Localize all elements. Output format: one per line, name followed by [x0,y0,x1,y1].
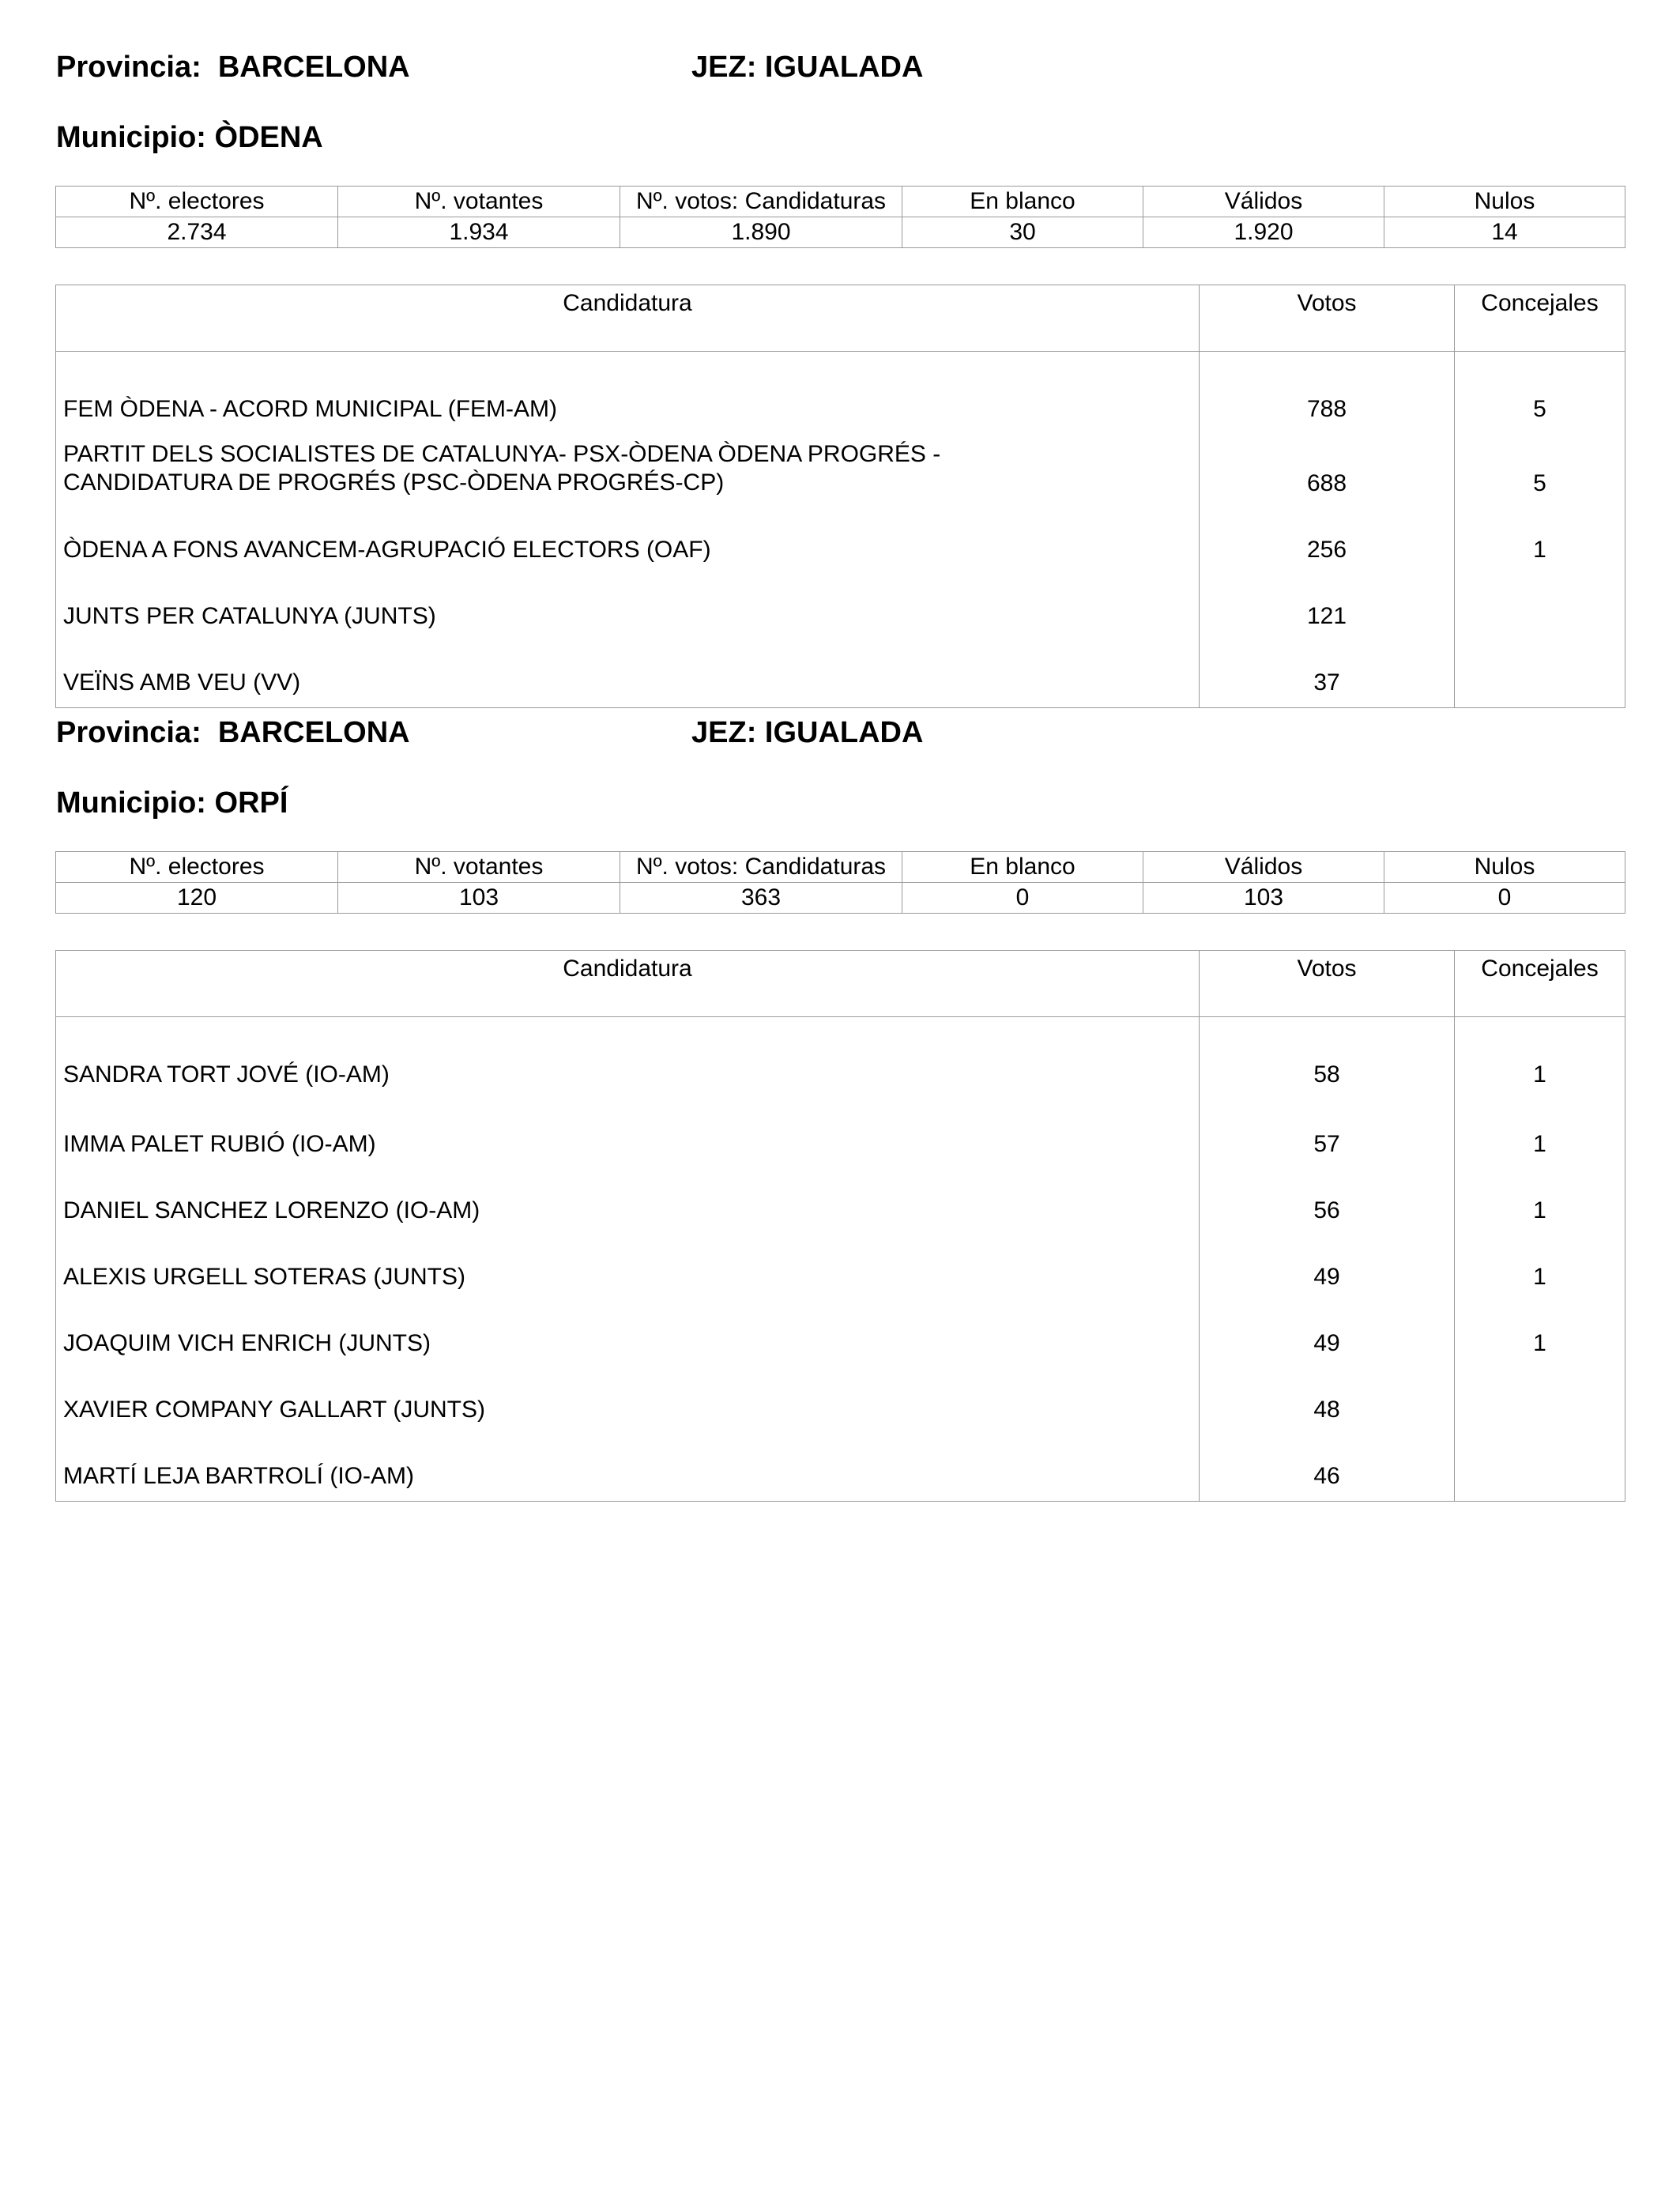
summary-table [55,851,1625,914]
votos-value: 57 [1200,1093,1455,1159]
results-header-row [56,285,1625,352]
municipio-heading: Municipio: ORPÍ [56,786,288,820]
summary-header-cell: Nº. votos: Candidaturas [620,852,902,883]
table-row [56,499,1625,565]
jez-heading: JEZ: IGUALADA [691,51,924,84]
summary-header-cell: En blanco [902,187,1143,217]
summary-value-cell: 0 [902,883,1143,914]
votos-value: 37 [1200,631,1455,708]
votos-value: 56 [1200,1159,1455,1226]
summary-value-cell: 103 [338,883,620,914]
concejales-value [1455,1425,1625,1502]
table-row [56,1226,1625,1292]
summary-value-cell: 120 [56,883,338,914]
votos-value: 48 [1200,1359,1455,1425]
votos-value: 121 [1200,565,1455,631]
candidatura-name: ÒDENA A FONS AVANCEM-AGRUPACIÓ ELECTORS (OAF) [56,499,1200,565]
votos-value: 256 [1200,499,1455,565]
municipio-heading: Municipio: ÒDENA [56,121,323,154]
candidatura-name: JOAQUIM VICH ENRICH (JUNTS) [56,1292,1200,1359]
summary-value-cell: 363 [620,883,902,914]
candidatura-name: JUNTS PER CATALUNYA (JUNTS) [56,565,1200,631]
candidatura-name: DANIEL SANCHEZ LORENZO (IO-AM) [56,1159,1200,1226]
results-table [55,950,1625,1502]
table-row [56,352,1625,428]
table-row [56,631,1625,708]
summary-header-cell: Nº. votantes [338,852,620,883]
summary-value-row [56,883,1625,914]
summary-header-cell: Nº. electores [56,852,338,883]
table-row [56,1359,1625,1425]
table-row [56,565,1625,631]
table-row [56,1159,1625,1226]
provincia-heading [56,51,410,85]
concejales-value: 1 [1533,1330,1546,1356]
summary-value-cell: 30 [902,217,1143,248]
summary-header-cell: Nulos [1384,187,1625,217]
summary-value-cell: 2.734 [56,217,338,248]
candidatura-name: ALEXIS URGELL SOTERAS (JUNTS) [56,1226,1200,1292]
summary-value-cell: 103 [1143,883,1384,914]
concejales-value: 1 [1533,1131,1546,1157]
candidatura-header: Candidatura [56,951,1200,1017]
jez-heading: JEZ: IGUALADA [691,716,924,749]
provincia-label: Provincia: [56,716,202,749]
summary-header-cell: Nº. votos: Candidaturas [620,187,902,217]
candidatura-name-line: PARTIT DELS SOCIALISTES DE CATALUNYA- PSX-ÒDENA ÒDENA PROGRÉS - [63,441,941,467]
summary-value-cell: 1.890 [620,217,902,248]
concejales-value: 5 [1533,470,1546,496]
table-row [56,1425,1625,1502]
summary-header-row [56,187,1625,217]
summary-table [55,186,1625,248]
concejales-value: 1 [1533,1197,1546,1223]
summary-value-cell: 1.920 [1143,217,1384,248]
candidatura-header: Candidatura [56,285,1200,352]
results-header-row [56,951,1625,1017]
summary-header-cell: Nulos [1384,852,1625,883]
summary-value-cell: 0 [1384,883,1625,914]
concejales-header: Concejales [1455,285,1625,352]
concejales-value [1455,565,1625,631]
provincia-value: BARCELONA [217,51,410,84]
concejales-value [1455,631,1625,708]
concejales-value: 1 [1533,1264,1546,1290]
candidatura-name: SANDRA TORT JOVÉ (IO-AM) [56,1017,1200,1094]
concejales-value [1455,1359,1625,1425]
provincia-label: Provincia: [56,51,202,84]
candidatura-name: IMMA PALET RUBIÓ (IO-AM) [56,1093,1200,1159]
table-row [56,428,1625,499]
summary-header-row [56,852,1625,883]
results-table [55,285,1625,708]
concejales-header: Concejales [1455,951,1625,1017]
table-row [56,1017,1625,1094]
summary-value-cell: 1.934 [338,217,620,248]
summary-header-cell: En blanco [902,852,1143,883]
votos-header: Votos [1200,285,1455,352]
votos-value: 46 [1200,1425,1455,1502]
candidatura-name: MARTÍ LEJA BARTROLÍ (IO-AM) [56,1425,1200,1502]
table-row [56,1093,1625,1159]
summary-header-cell: Válidos [1143,187,1384,217]
votos-value: 788 [1200,352,1455,428]
candidatura-name [56,428,1200,499]
candidatura-name-line: CANDIDATURA DE PROGRÉS (PSC-ÒDENA PROGRÉS-CP) [63,469,725,496]
concejales-value: 5 [1533,396,1546,422]
provincia-value: BARCELONA [217,716,410,749]
votos-value: 688 [1200,428,1455,499]
summary-value-cell: 14 [1384,217,1625,248]
candidatura-name: FEM ÒDENA - ACORD MUNICIPAL (FEM-AM) [56,352,1200,428]
votos-header: Votos [1200,951,1455,1017]
concejales-value: 1 [1533,537,1546,563]
summary-header-cell: Nº. electores [56,187,338,217]
table-row [56,1292,1625,1359]
concejales-value: 1 [1533,1061,1546,1088]
summary-header-cell: Nº. votantes [338,187,620,217]
votos-value: 58 [1200,1017,1455,1094]
candidatura-name: XAVIER COMPANY GALLART (JUNTS) [56,1359,1200,1425]
votos-value: 49 [1200,1226,1455,1292]
summary-header-cell: Válidos [1143,852,1384,883]
votos-value: 49 [1200,1292,1455,1359]
summary-value-row [56,217,1625,248]
candidatura-name: VEÏNS AMB VEU (VV) [56,631,1200,708]
provincia-heading [56,716,410,750]
